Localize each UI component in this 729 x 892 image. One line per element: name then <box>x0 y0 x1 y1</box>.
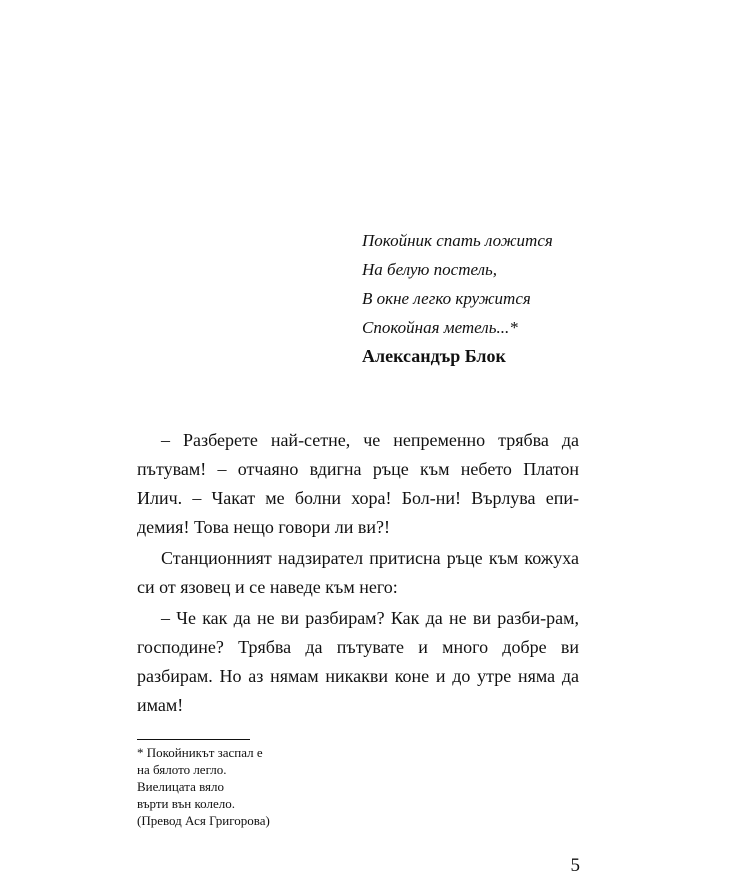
footnote-line: (Превод Ася Григорова) <box>137 813 270 828</box>
epigraph-line: В окне легко кружится <box>362 289 531 308</box>
body-paragraph: – Разберете най-сетне, че непременно трябва да пътувам! – отчаяно вдигна ръце към небето Платон Илич. – Чакат ме болни хора! Бол-ни! Върлува епи-демия! Това нещо говори ли ви?! <box>137 430 579 537</box>
page-number: 5 <box>570 855 580 876</box>
body-paragraph: – Че как да не ви разбирам? Как да не ви разби-рам, господине? Трябва да пътувате и много добре ви разбирам. Но аз нямам никакви коне и до утре няма да имам! <box>137 608 579 715</box>
body-text <box>137 426 579 720</box>
footnote-line: на бялото легло. <box>137 762 227 777</box>
footnote-line: * Покойникът заспал е <box>137 745 263 760</box>
epigraph-line: Спокойная метель...* <box>362 318 518 337</box>
body-paragraph: Станционният надзирател притисна ръце към кожуха си от язовец и се наведе към него: <box>137 548 579 597</box>
footnote-line: Виелицата вяло <box>137 779 225 794</box>
footnote <box>137 744 437 829</box>
footnote-divider <box>137 739 250 740</box>
epigraph-author: Александър Блок <box>362 346 506 366</box>
epigraph <box>362 226 662 371</box>
epigraph-line: На белую постель, <box>362 260 498 279</box>
epigraph-line: Покойник спать ложится <box>362 231 553 250</box>
footnote-line: върти вън колело. <box>137 796 235 811</box>
